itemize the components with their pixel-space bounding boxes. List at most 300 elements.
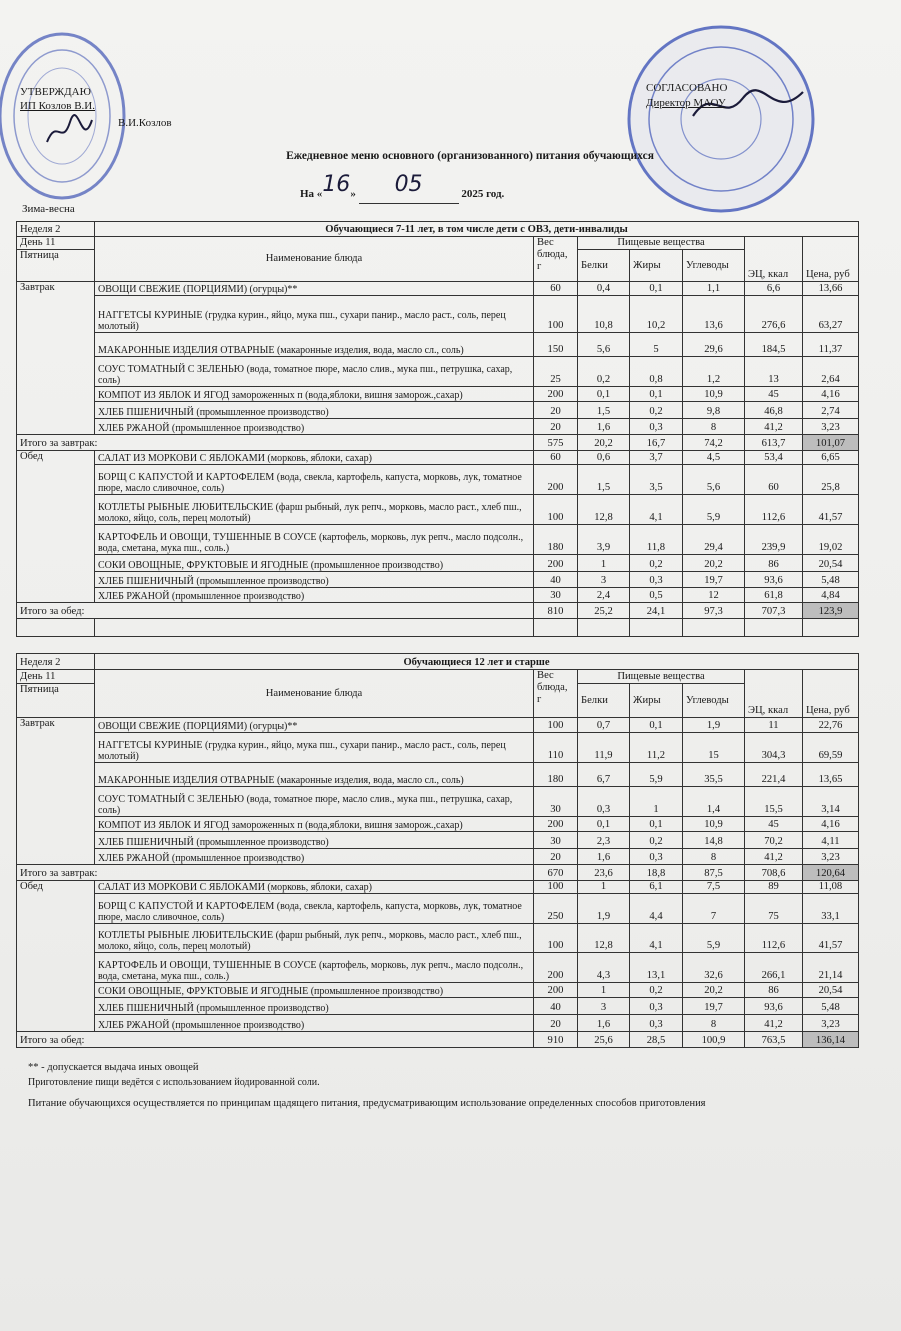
dish-protein: 1,5 (578, 465, 630, 495)
dish-fat: 0,3 (630, 1015, 683, 1032)
dish-price: 33,1 (803, 894, 859, 924)
dish-fat: 0,1 (630, 387, 683, 402)
approved-title: УТВЕРЖДАЮ (20, 86, 91, 98)
total-row (17, 1032, 859, 1048)
dish-weight: 30 (534, 787, 578, 817)
dish-row (17, 953, 859, 983)
total-label: Итого за завтрак: (17, 865, 534, 881)
dish-name: ХЛЕБ ПШЕНИЧНЫЙ (промышленное производство) (95, 402, 534, 419)
dish-protein: 0,2 (578, 357, 630, 387)
dish-protein: 1,6 (578, 419, 630, 435)
total-energy: 613,7 (745, 435, 803, 451)
dish-carbs: 19,7 (683, 998, 745, 1015)
dish-price: 41,57 (803, 495, 859, 525)
dish-energy: 93,6 (745, 572, 803, 588)
dish-energy: 46,8 (745, 402, 803, 419)
total-label: Итого за обед: (17, 1032, 534, 1048)
dish-weight: 100 (534, 881, 578, 894)
total-weight: 910 (534, 1032, 578, 1048)
dish-name: КОМПОТ ИЗ ЯБЛОК И ЯГОД замороженных п (вода,яблоки, вишня заморож.,сахар) (95, 817, 534, 832)
meal-label: Завтрак (17, 718, 95, 865)
dish-fat: 10,2 (630, 296, 683, 333)
dish-energy: 86 (745, 555, 803, 572)
total-price: 101,07 (803, 435, 859, 451)
dish-energy: 15,5 (745, 787, 803, 817)
dish-energy: 112,6 (745, 495, 803, 525)
fat-column-header: Жиры (630, 684, 683, 718)
dish-protein: 0,1 (578, 387, 630, 402)
price-column-header: Цена, руб (803, 237, 859, 282)
dish-protein: 1,5 (578, 402, 630, 419)
note-vegetables: ** - допускается выдача иных овощей (28, 1062, 199, 1073)
dish-row (17, 881, 859, 894)
dish-fat: 0,3 (630, 998, 683, 1015)
dish-name: ОВОЩИ СВЕЖИЕ (ПОРЦИЯМИ) (огурцы)** (95, 718, 534, 733)
dish-energy: 41,2 (745, 849, 803, 865)
dish-fat: 6,1 (630, 881, 683, 894)
dish-price: 4,16 (803, 817, 859, 832)
empty-cell (578, 619, 630, 637)
dish-row (17, 787, 859, 817)
dish-name: КОТЛЕТЫ РЫБНЫЕ ЛЮБИТЕЛЬСКИЕ (фарш рыбный, лук репч., морковь, масло раст., хлеб пш., молоко, яйцо, соль, перец молотый) (95, 924, 534, 953)
dish-name: САЛАТ ИЗ МОРКОВИ С ЯБЛОКАМИ (морковь, яблоки, сахар) (95, 881, 534, 894)
dish-fat: 0,8 (630, 357, 683, 387)
dish-row (17, 525, 859, 555)
dish-weight: 30 (534, 832, 578, 849)
dish-row (17, 402, 859, 419)
dish-price: 11,08 (803, 881, 859, 894)
dish-carbs: 15 (683, 733, 745, 763)
dish-weight: 100 (534, 495, 578, 525)
dish-weight: 200 (534, 465, 578, 495)
dish-carbs: 8 (683, 419, 745, 435)
dish-carbs: 5,6 (683, 465, 745, 495)
dish-carbs: 1,1 (683, 282, 745, 296)
total-protein: 25,2 (578, 603, 630, 619)
dish-protein: 1 (578, 555, 630, 572)
dish-name: БОРЩ С КАПУСТОЙ И КАРТОФЕЛЕМ (вода, свекла, картофель, капуста, морковь, лук, томатное пюре, масло сливочное, соль) (95, 465, 534, 495)
dish-price: 4,16 (803, 387, 859, 402)
total-row (17, 435, 859, 451)
total-protein: 23,6 (578, 865, 630, 881)
approved-signature-name: В.И.Козлов (118, 117, 172, 129)
dish-row (17, 333, 859, 357)
dish-carbs: 12 (683, 588, 745, 603)
dish-name: ОВОЩИ СВЕЖИЕ (ПОРЦИЯМИ) (огурцы)** (95, 282, 534, 296)
dish-name: КАРТОФЕЛЬ И ОВОЩИ, ТУШЕННЫЕ В СОУСЕ (картофель, морковь, лук репч., масло подсолн., вода, сметана, мука пш., соль.) (95, 953, 534, 983)
dish-weight: 40 (534, 572, 578, 588)
total-carbs: 87,5 (683, 865, 745, 881)
dish-carbs: 9,8 (683, 402, 745, 419)
dish-row (17, 894, 859, 924)
dish-price: 20,54 (803, 555, 859, 572)
dish-row (17, 282, 859, 296)
total-carbs: 100,9 (683, 1032, 745, 1048)
weight-column-header: Вес блюда, г (534, 237, 578, 282)
dish-row (17, 763, 859, 787)
dish-row (17, 419, 859, 435)
dish-name: ХЛЕБ ПШЕНИЧНЫЙ (промышленное производство) (95, 572, 534, 588)
week-row (17, 222, 859, 237)
dish-energy: 112,6 (745, 924, 803, 953)
fat-column-header: Жиры (630, 250, 683, 282)
dish-weight: 60 (534, 451, 578, 465)
dish-energy: 93,6 (745, 998, 803, 1015)
dish-fat: 0,1 (630, 282, 683, 296)
dish-energy: 61,8 (745, 588, 803, 603)
dish-row (17, 296, 859, 333)
dish-price: 41,57 (803, 924, 859, 953)
total-fat: 18,8 (630, 865, 683, 881)
dish-carbs: 10,9 (683, 387, 745, 402)
dish-column-header: Наименование блюда (95, 237, 534, 282)
dish-weight: 20 (534, 402, 578, 419)
note-gentle-nutrition: Питание обучающихся осуществляется по принципам щадящего питания, предусматривающим использование определенных способов приготовления (28, 1098, 706, 1109)
nutrients-column-header: Пищевые вещества (578, 237, 745, 250)
dish-price: 6,65 (803, 451, 859, 465)
dish-row (17, 924, 859, 953)
dish-weight: 150 (534, 333, 578, 357)
dish-fat: 5,9 (630, 763, 683, 787)
dish-price: 22,76 (803, 718, 859, 733)
dish-fat: 0,3 (630, 572, 683, 588)
dish-energy: 45 (745, 387, 803, 402)
dish-energy: 70,2 (745, 832, 803, 849)
dish-energy: 75 (745, 894, 803, 924)
dish-row (17, 983, 859, 998)
dish-weight: 180 (534, 525, 578, 555)
dish-name: СОУС ТОМАТНЫЙ С ЗЕЛЕНЬЮ (вода, томатное пюре, масло слив., мука пш., петрушка, сахар, соль) (95, 787, 534, 817)
dish-name: НАГГЕТСЫ КУРИНЫЕ (грудка курин., яйцо, мука пш., сухари панир., масло раст., соль, перец молотый) (95, 733, 534, 763)
dish-name: САЛАТ ИЗ МОРКОВИ С ЯБЛОКАМИ (морковь, яблоки, сахар) (95, 451, 534, 465)
dish-protein: 0,1 (578, 817, 630, 832)
dish-price: 20,54 (803, 983, 859, 998)
document-title: Ежедневное меню основного (организованного) питания обучающихся (286, 150, 654, 162)
dish-fat: 11,2 (630, 733, 683, 763)
agreed-post: Директор МАОУ (646, 97, 726, 109)
dish-fat: 0,2 (630, 555, 683, 572)
dish-fat: 4,1 (630, 924, 683, 953)
dish-energy: 276,6 (745, 296, 803, 333)
day-label: День 11 (17, 237, 95, 250)
note-iodized-salt: Приготовление пищи ведётся с использованием йодированной соли. (28, 1077, 320, 1088)
total-row (17, 603, 859, 619)
dish-fat: 0,1 (630, 718, 683, 733)
dish-protein: 1,6 (578, 1015, 630, 1032)
dish-price: 21,14 (803, 953, 859, 983)
dish-protein: 0,7 (578, 718, 630, 733)
empty-cell (95, 619, 534, 637)
dish-carbs: 14,8 (683, 832, 745, 849)
dish-weight: 200 (534, 817, 578, 832)
dish-name: ХЛЕБ ПШЕНИЧНЫЙ (промышленное производство) (95, 998, 534, 1015)
dish-row (17, 495, 859, 525)
dish-protein: 0,4 (578, 282, 630, 296)
dish-fat: 3,5 (630, 465, 683, 495)
approved-org: ИП Козлов В.И. (20, 100, 95, 112)
dish-row (17, 387, 859, 402)
dish-fat: 5 (630, 333, 683, 357)
dish-price: 2,64 (803, 357, 859, 387)
dish-carbs: 20,2 (683, 983, 745, 998)
dish-name: МАКАРОННЫЕ ИЗДЕЛИЯ ОТВАРНЫЕ (макаронные изделия, вода, масло сл., соль) (95, 333, 534, 357)
dish-weight: 100 (534, 924, 578, 953)
dish-energy: 13 (745, 357, 803, 387)
dish-price: 2,74 (803, 402, 859, 419)
total-carbs: 97,3 (683, 603, 745, 619)
dish-protein: 1 (578, 983, 630, 998)
dish-price: 11,37 (803, 333, 859, 357)
empty-cell (534, 619, 578, 637)
dish-price: 3,23 (803, 849, 859, 865)
dish-energy: 45 (745, 817, 803, 832)
dish-energy: 89 (745, 881, 803, 894)
dish-price: 5,48 (803, 998, 859, 1015)
day-row (17, 237, 859, 250)
dish-row (17, 357, 859, 387)
dish-row (17, 451, 859, 465)
total-label: Итого за завтрак: (17, 435, 534, 451)
dish-row (17, 588, 859, 603)
empty-cell (683, 619, 745, 637)
dish-name: ХЛЕБ РЖАНОЙ (промышленное производство) (95, 1015, 534, 1032)
dish-row (17, 465, 859, 495)
dish-protein: 10,8 (578, 296, 630, 333)
dish-price: 63,27 (803, 296, 859, 333)
dish-weight: 200 (534, 387, 578, 402)
dish-fat: 0,5 (630, 588, 683, 603)
dish-name: БОРЩ С КАПУСТОЙ И КАРТОФЕЛЕМ (вода, свекла, картофель, капуста, морковь, лук, томатное пюре, масло сливочное, соль) (95, 894, 534, 924)
dish-carbs: 4,5 (683, 451, 745, 465)
carbs-column-header: Углеводы (683, 684, 745, 718)
dish-price: 13,66 (803, 282, 859, 296)
dish-carbs: 8 (683, 1015, 745, 1032)
total-energy: 707,3 (745, 603, 803, 619)
dish-carbs: 1,4 (683, 787, 745, 817)
dish-weight: 110 (534, 733, 578, 763)
week-label: Неделя 2 (17, 654, 95, 670)
dish-protein: 4,3 (578, 953, 630, 983)
dish-carbs: 35,5 (683, 763, 745, 787)
empty-cell (17, 619, 95, 637)
dish-carbs: 5,9 (683, 924, 745, 953)
total-energy: 708,6 (745, 865, 803, 881)
dish-fat: 13,1 (630, 953, 683, 983)
date-month: 05 (394, 172, 423, 197)
total-label: Итого за обед: (17, 603, 534, 619)
dish-row (17, 832, 859, 849)
dish-weight: 250 (534, 894, 578, 924)
dish-energy: 60 (745, 465, 803, 495)
total-weight: 670 (534, 865, 578, 881)
dish-row (17, 718, 859, 733)
dish-name: СОКИ ОВОЩНЫЕ, ФРУКТОВЫЕ И ЯГОДНЫЕ (промышленное производство) (95, 555, 534, 572)
protein-column-header: Белки (578, 250, 630, 282)
dish-price: 4,84 (803, 588, 859, 603)
dish-protein: 12,8 (578, 495, 630, 525)
dish-fat: 0,1 (630, 817, 683, 832)
dish-name: ХЛЕБ РЖАНОЙ (промышленное производство) (95, 588, 534, 603)
dish-energy: 86 (745, 983, 803, 998)
empty-cell (803, 619, 859, 637)
dish-protein: 2,3 (578, 832, 630, 849)
dish-energy: 304,3 (745, 733, 803, 763)
week-label: Неделя 2 (17, 222, 95, 237)
dish-price: 3,14 (803, 787, 859, 817)
total-fat: 16,7 (630, 435, 683, 451)
dish-weight: 200 (534, 555, 578, 572)
dish-carbs: 32,6 (683, 953, 745, 983)
dish-energy: 6,6 (745, 282, 803, 296)
dish-protein: 0,6 (578, 451, 630, 465)
dish-protein: 3,9 (578, 525, 630, 555)
dish-name: НАГГЕТСЫ КУРИНЫЕ (грудка курин., яйцо, мука пш., сухари панир., масло раст., соль, перец молотый) (95, 296, 534, 333)
dish-protein: 11,9 (578, 733, 630, 763)
dish-weight: 200 (534, 953, 578, 983)
dish-carbs: 29,4 (683, 525, 745, 555)
date-line (300, 172, 505, 204)
meal-label: Обед (17, 451, 95, 603)
left-signature (42, 112, 102, 152)
total-protein: 25,6 (578, 1032, 630, 1048)
dish-carbs: 13,6 (683, 296, 745, 333)
dish-fat: 4,4 (630, 894, 683, 924)
dish-protein: 1 (578, 881, 630, 894)
energy-column-header: ЭЦ, ккал (745, 670, 803, 718)
protein-column-header: Белки (578, 684, 630, 718)
dish-row (17, 572, 859, 588)
dish-carbs: 1,2 (683, 357, 745, 387)
dish-weight: 25 (534, 357, 578, 387)
nutrients-column-header: Пищевые вещества (578, 670, 745, 684)
dish-price: 19,02 (803, 525, 859, 555)
total-protein: 20,2 (578, 435, 630, 451)
dish-price: 13,65 (803, 763, 859, 787)
dish-name: КАРТОФЕЛЬ И ОВОЩИ, ТУШЕННЫЕ В СОУСЕ (картофель, морковь, лук репч., масло подсолн., вода, сметана, мука пш., соль.) (95, 525, 534, 555)
dish-row (17, 817, 859, 832)
energy-column-header: ЭЦ, ккал (745, 237, 803, 282)
dish-name: СОКИ ОВОЩНЫЕ, ФРУКТОВЫЕ И ЯГОДНЫЕ (промышленное производство) (95, 983, 534, 998)
dish-energy: 11 (745, 718, 803, 733)
dish-fat: 0,2 (630, 402, 683, 419)
dish-name: КОМПОТ ИЗ ЯБЛОК И ЯГОД замороженных п (вода,яблоки, вишня заморож.,сахар) (95, 387, 534, 402)
dish-row (17, 849, 859, 865)
carbs-column-header: Углеводы (683, 250, 745, 282)
total-carbs: 74,2 (683, 435, 745, 451)
dish-price: 25,8 (803, 465, 859, 495)
season-label: Зима-весна (22, 203, 75, 215)
dish-protein: 12,8 (578, 924, 630, 953)
dish-carbs: 20,2 (683, 555, 745, 572)
menu-table-7-11 (16, 221, 859, 637)
group-title: Обучающиеся 12 лет и старше (95, 654, 859, 670)
spacer-row (17, 619, 859, 637)
dish-name: ХЛЕБ РЖАНОЙ (промышленное производство) (95, 419, 534, 435)
dish-carbs: 29,6 (683, 333, 745, 357)
day-row (17, 670, 859, 684)
dish-weight: 200 (534, 983, 578, 998)
dish-price: 4,11 (803, 832, 859, 849)
dish-protein: 2,4 (578, 588, 630, 603)
dish-protein: 3 (578, 998, 630, 1015)
dish-carbs: 10,9 (683, 817, 745, 832)
empty-cell (745, 619, 803, 637)
dish-protein: 5,6 (578, 333, 630, 357)
date-mid: » (350, 188, 356, 200)
dish-name: КОТЛЕТЫ РЫБНЫЕ ЛЮБИТЕЛЬСКИЕ (фарш рыбный, лук репч., морковь, масло раст., хлеб пш., молоко, яйцо, соль, перец молотый) (95, 495, 534, 525)
dish-price: 69,59 (803, 733, 859, 763)
dish-carbs: 5,9 (683, 495, 745, 525)
date-day: 16 (322, 172, 351, 197)
dish-weight: 20 (534, 1015, 578, 1032)
total-price: 123,9 (803, 603, 859, 619)
empty-cell (630, 619, 683, 637)
total-weight: 575 (534, 435, 578, 451)
dish-price: 3,23 (803, 419, 859, 435)
dish-energy: 184,5 (745, 333, 803, 357)
dish-price: 3,23 (803, 1015, 859, 1032)
dish-protein: 3 (578, 572, 630, 588)
menu-table-12-plus (16, 653, 859, 1048)
dish-row (17, 998, 859, 1015)
total-price: 120,64 (803, 865, 859, 881)
dish-weight: 20 (534, 419, 578, 435)
total-energy: 763,5 (745, 1032, 803, 1048)
weight-column-header: Вес блюда, г (534, 670, 578, 718)
group-title: Обучающиеся 7-11 лет, в том числе дети с ОВЗ, дети-инвалиды (95, 222, 859, 237)
dish-protein: 6,7 (578, 763, 630, 787)
agreed-title: СОГЛАСОВАНО (646, 82, 728, 94)
dish-weight: 20 (534, 849, 578, 865)
dish-name: СОУС ТОМАТНЫЙ С ЗЕЛЕНЬЮ (вода, томатное пюре, масло слив., мука пш., петрушка, сахар, соль) (95, 357, 534, 387)
dish-weight: 100 (534, 296, 578, 333)
dish-energy: 53,4 (745, 451, 803, 465)
total-row (17, 865, 859, 881)
dish-weight: 30 (534, 588, 578, 603)
dish-name: МАКАРОННЫЕ ИЗДЕЛИЯ ОТВАРНЫЕ (макаронные изделия, вода, масло сл., соль) (95, 763, 534, 787)
dish-name: ХЛЕБ ПШЕНИЧНЫЙ (промышленное производство) (95, 832, 534, 849)
total-fat: 28,5 (630, 1032, 683, 1048)
weekday-label: Пятница (17, 250, 95, 282)
dish-carbs: 7 (683, 894, 745, 924)
dish-protein: 1,6 (578, 849, 630, 865)
dish-name: ХЛЕБ РЖАНОЙ (промышленное производство) (95, 849, 534, 865)
day-label: День 11 (17, 670, 95, 684)
meal-label: Обед (17, 881, 95, 1032)
total-weight: 810 (534, 603, 578, 619)
dish-fat: 3,7 (630, 451, 683, 465)
weekday-label: Пятница (17, 684, 95, 718)
dish-energy: 239,9 (745, 525, 803, 555)
dish-energy: 221,4 (745, 763, 803, 787)
dish-row (17, 555, 859, 572)
dish-energy: 266,1 (745, 953, 803, 983)
dish-weight: 60 (534, 282, 578, 296)
dish-protein: 0,3 (578, 787, 630, 817)
price-column-header: Цена, руб (803, 670, 859, 718)
dish-row (17, 1015, 859, 1032)
dish-weight: 40 (534, 998, 578, 1015)
dish-carbs: 1,9 (683, 718, 745, 733)
meal-label: Завтрак (17, 282, 95, 435)
dish-weight: 100 (534, 718, 578, 733)
dish-carbs: 19,7 (683, 572, 745, 588)
dish-fat: 11,8 (630, 525, 683, 555)
dish-fat: 1 (630, 787, 683, 817)
date-prefix: На « (300, 188, 323, 200)
date-year: 2025 год. (461, 188, 505, 200)
dish-carbs: 7,5 (683, 881, 745, 894)
